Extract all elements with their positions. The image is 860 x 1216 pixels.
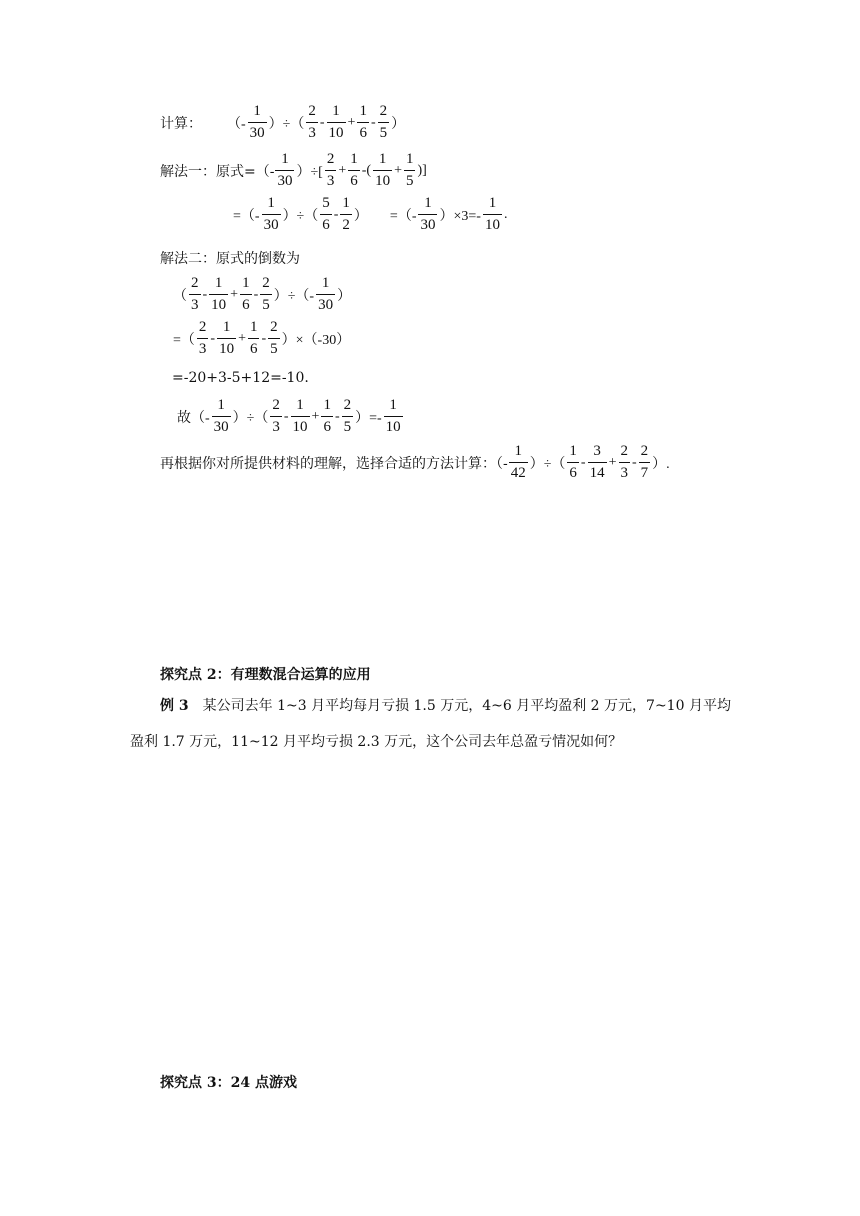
problem-label: 计算： — [160, 115, 202, 132]
fraction: $\frac{1}{10}$ — [385, 397, 401, 435]
conclusion-line — [176, 398, 404, 435]
operator: ）=- — [355, 410, 382, 426]
method2-line3 — [172, 370, 309, 386]
operator: 故（- — [177, 410, 210, 426]
fraction: $\frac{2}{3}$ — [308, 103, 316, 141]
operator: ）÷（- — [273, 288, 315, 304]
operator: - — [580, 454, 586, 470]
operator: -( — [361, 162, 372, 178]
fraction: $\frac{1}{6}$ — [569, 443, 577, 481]
operator: - — [333, 206, 339, 222]
fraction: $\frac{2}{5}$ — [270, 319, 278, 357]
operator: + — [230, 286, 239, 302]
example3-paragraph — [130, 688, 740, 760]
fraction: $\frac{2}{3}$ — [191, 275, 199, 313]
fraction: $\frac{2}{7}$ — [640, 443, 649, 481]
operator: + — [394, 162, 402, 178]
fraction: $\frac{2}{3}$ — [326, 151, 335, 189]
operator: =（ — [173, 332, 195, 348]
section2-heading: 探究点 2：有理数混合运算的应用 — [160, 667, 371, 683]
fraction: $\frac{3}{14}$ — [589, 443, 605, 481]
fraction: $\frac{1}{6}$ — [323, 397, 331, 435]
operator: ） — [353, 208, 368, 224]
fraction: $\frac{1}{30}$ — [263, 195, 279, 233]
method1-line — [160, 152, 428, 189]
problem-line — [160, 104, 406, 141]
fraction: $\frac{1}{10}$ — [375, 151, 391, 189]
operator: + — [338, 162, 347, 178]
operator: - — [253, 286, 259, 302]
fraction: $\frac{1}{30}$ — [213, 397, 229, 435]
period: . — [503, 206, 508, 222]
operator: =（- — [389, 208, 417, 224]
example-label: 例 3 — [160, 698, 189, 714]
fraction: $\frac{2}{3}$ — [198, 319, 207, 357]
fraction: $\frac{1}{10}$ — [328, 103, 344, 141]
close-paren: ） — [391, 116, 406, 132]
operator: ）. — [652, 456, 670, 472]
task-line — [160, 444, 671, 481]
method2-line1 — [172, 276, 352, 313]
operator: ）÷（ — [268, 116, 305, 132]
example-text-1: 某公司去年 1~3 月平均每月亏损 1.5 万元，4~6 月平均盈利 2 万元，7~10 月平均 — [202, 698, 731, 714]
task-text: 再根据你对所提供材料的理解，选择合适的方法计算：（- — [160, 455, 508, 472]
fraction: $\frac{1}{6}$ — [242, 275, 250, 313]
method1-label: 解法一：原式=（- — [160, 163, 275, 180]
example3-line2: 盈利 1.7 万元，11~12 月平均亏损 2.3 万元，这个公司去年总盈亏情况如何？ — [130, 734, 623, 750]
operator: （ — [173, 288, 187, 304]
operator: - — [283, 408, 289, 424]
operator: + — [311, 408, 320, 424]
fraction: $\frac{1}{10}$ — [292, 397, 308, 435]
fraction: $\frac{1}{42}$ — [510, 443, 526, 481]
fraction: $\frac{2}{3}$ — [272, 397, 280, 435]
fraction: $\frac{1}{30}$ — [277, 151, 293, 189]
fraction: $\frac{1}{10}$ — [211, 275, 227, 313]
example3-line1 — [130, 688, 740, 724]
method2-label: 解法二：原式的倒数为 — [160, 251, 300, 267]
calc-result: =-20+3-5+12=-10. — [172, 370, 309, 386]
fraction: $\frac{2}{3}$ — [620, 443, 628, 481]
operator: - — [632, 454, 637, 470]
operator: - — [370, 114, 376, 130]
operator: ）×3=- — [439, 208, 481, 224]
fraction: $\frac{1}{6}$ — [350, 151, 358, 189]
operator: + — [608, 454, 617, 470]
method2-label-line — [160, 248, 300, 268]
open-paren: （- — [227, 116, 246, 132]
fraction: $\frac{1}{30}$ — [249, 103, 265, 141]
operator: - — [334, 408, 340, 424]
method1-line2 — [232, 196, 508, 233]
operator: - — [210, 330, 216, 346]
operator: ）÷[ — [296, 164, 323, 180]
operator: - — [319, 114, 325, 130]
fraction: $\frac{1}{30}$ — [420, 195, 436, 233]
operator: + — [347, 114, 356, 130]
fraction: $\frac{1}{5}$ — [405, 151, 414, 189]
fraction: $\frac{1}{10}$ — [484, 195, 500, 233]
fraction: $\frac{1}{30}$ — [318, 275, 334, 313]
operator: =（- — [233, 208, 260, 224]
fraction: $\frac{1}{6}$ — [359, 103, 367, 141]
section3-heading: 探究点 3：24 点游戏 — [160, 1075, 297, 1091]
fraction: $\frac{1}{2}$ — [342, 195, 350, 233]
operator: ） — [337, 288, 352, 304]
operator: - — [202, 286, 208, 302]
operator: ）×（-30） — [281, 332, 351, 348]
fraction: $\frac{1}{10}$ — [219, 319, 235, 357]
fraction: $\frac{2}{5}$ — [379, 103, 388, 141]
fraction: $\frac{2}{5}$ — [262, 275, 270, 313]
fraction: $\frac{5}{6}$ — [322, 195, 330, 233]
method2-line2 — [172, 320, 351, 357]
operator: ）÷（ — [232, 410, 269, 426]
operator: ）÷（ — [529, 456, 566, 472]
fraction: $\frac{2}{5}$ — [343, 397, 352, 435]
operator: + — [238, 330, 246, 346]
fraction: $\frac{1}{6}$ — [249, 319, 258, 357]
operator: ）÷（ — [282, 208, 319, 224]
operator: )] — [417, 162, 427, 178]
operator: - — [261, 330, 267, 346]
